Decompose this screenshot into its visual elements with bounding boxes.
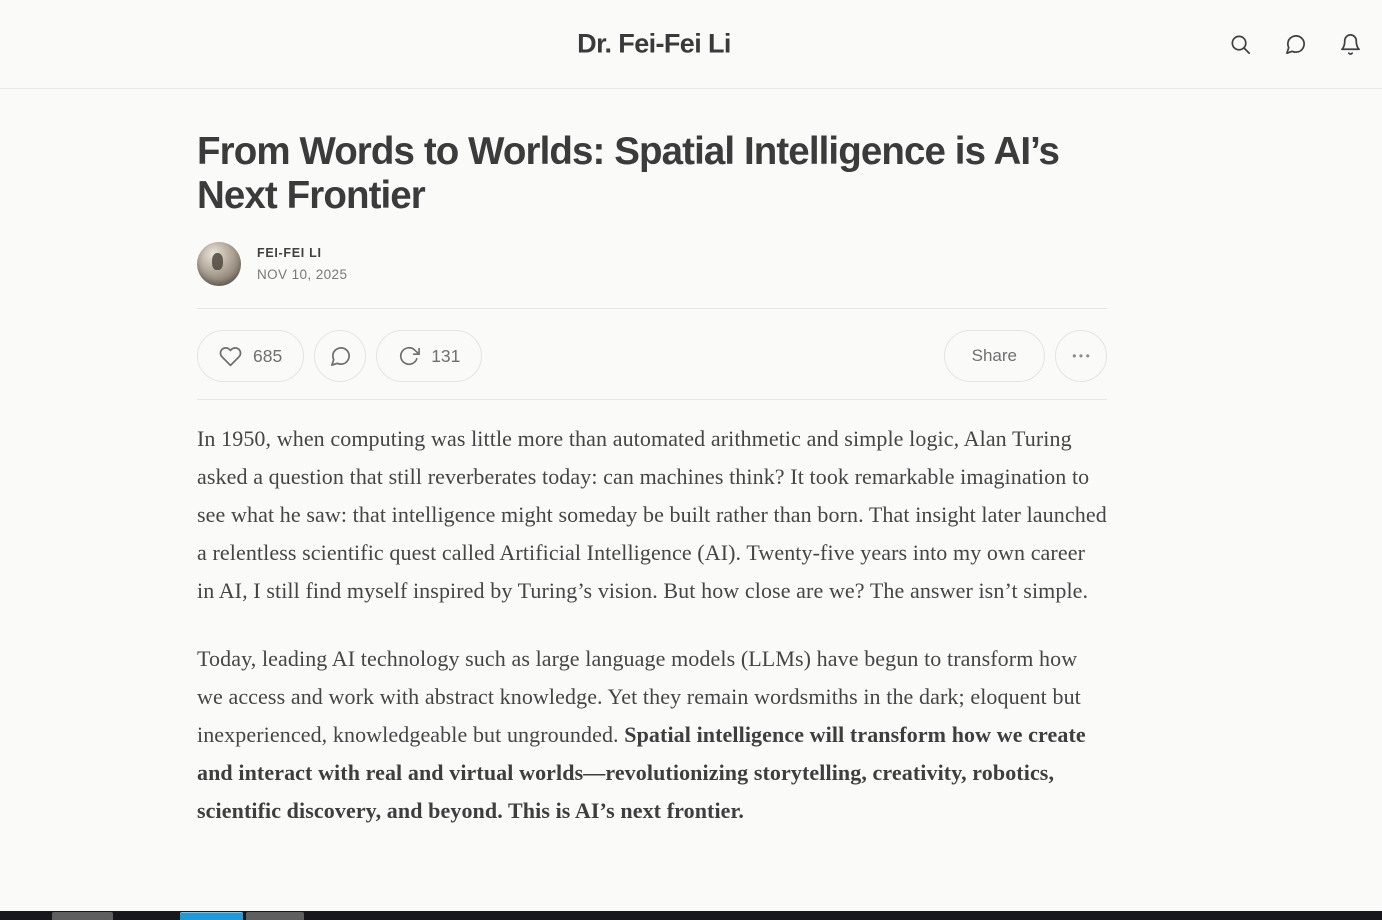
more-button[interactable] [1055, 330, 1107, 382]
divider-below-actions [197, 399, 1107, 400]
heart-icon [219, 345, 242, 368]
byline [197, 242, 1107, 286]
engagement-buttons [197, 330, 482, 382]
ellipsis-icon: ••• [1072, 349, 1093, 363]
author-name[interactable]: FEI-FEI LI [257, 246, 322, 260]
share-button[interactable]: Share [944, 330, 1045, 382]
paragraph-2-bold: Spatial intelligence will transform how we create and interact with real and virtual worlds—revolutionizing storytelling, creativity, robotics, scientific discovery, and beyond. This is AI’s next frontier. [197, 722, 1086, 823]
publication-title[interactable]: Dr. Fei-Fei Li [577, 28, 731, 59]
taskbar [0, 911, 1382, 920]
restack-icon [398, 345, 420, 367]
search-icon[interactable] [1229, 33, 1252, 56]
share-buttons [944, 330, 1107, 382]
byline-meta [257, 246, 347, 282]
chat-icon[interactable] [1284, 33, 1307, 56]
paragraph-2-normal: Today, leading AI technology such as large language models (LLMs) have begun to transform how we access and work with abstract knowledge. Yet they remain wordsmiths in the dark; eloquent but inexperienced, knowledgeable but ungrounded. [197, 646, 1081, 747]
like-button[interactable] [197, 330, 304, 382]
comment-icon [329, 345, 352, 368]
comment-button[interactable] [314, 330, 366, 382]
divider-above-actions [197, 308, 1107, 309]
taskbar-window-active[interactable] [180, 912, 243, 920]
post-body [197, 420, 1107, 830]
header-icon-group [1229, 0, 1362, 89]
like-count: 685 [253, 345, 283, 366]
post-title: From Words to Worlds: Spatial Intelligence is AI’s Next Frontier [197, 130, 1060, 217]
bell-icon[interactable] [1339, 33, 1362, 56]
post-date: NOV 10, 2025 [257, 267, 348, 282]
post-page [197, 130, 1107, 830]
restack-count: 131 [431, 345, 461, 366]
site-header [0, 0, 1382, 89]
paragraph-2 [197, 640, 1107, 830]
taskbar-window-1[interactable] [52, 912, 113, 920]
restack-button[interactable] [376, 330, 482, 382]
paragraph-1: In 1950, when computing was little more than automated arithmetic and simple logic, Alan Turing asked a question that still reverberates today: can machines think? It took remarkable imagination to see what he saw: that intelligence might someday be built rather than born. That insight later launched a relentless scientific quest called Artificial Intelligence (AI). Twenty-five years into my own career in AI, I still find myself inspired by Turing’s vision. But how close are we? The answer isn’t simple. [197, 426, 1107, 603]
action-bar [197, 330, 1107, 382]
author-avatar[interactable] [197, 242, 241, 286]
taskbar-window-2[interactable] [246, 912, 304, 920]
